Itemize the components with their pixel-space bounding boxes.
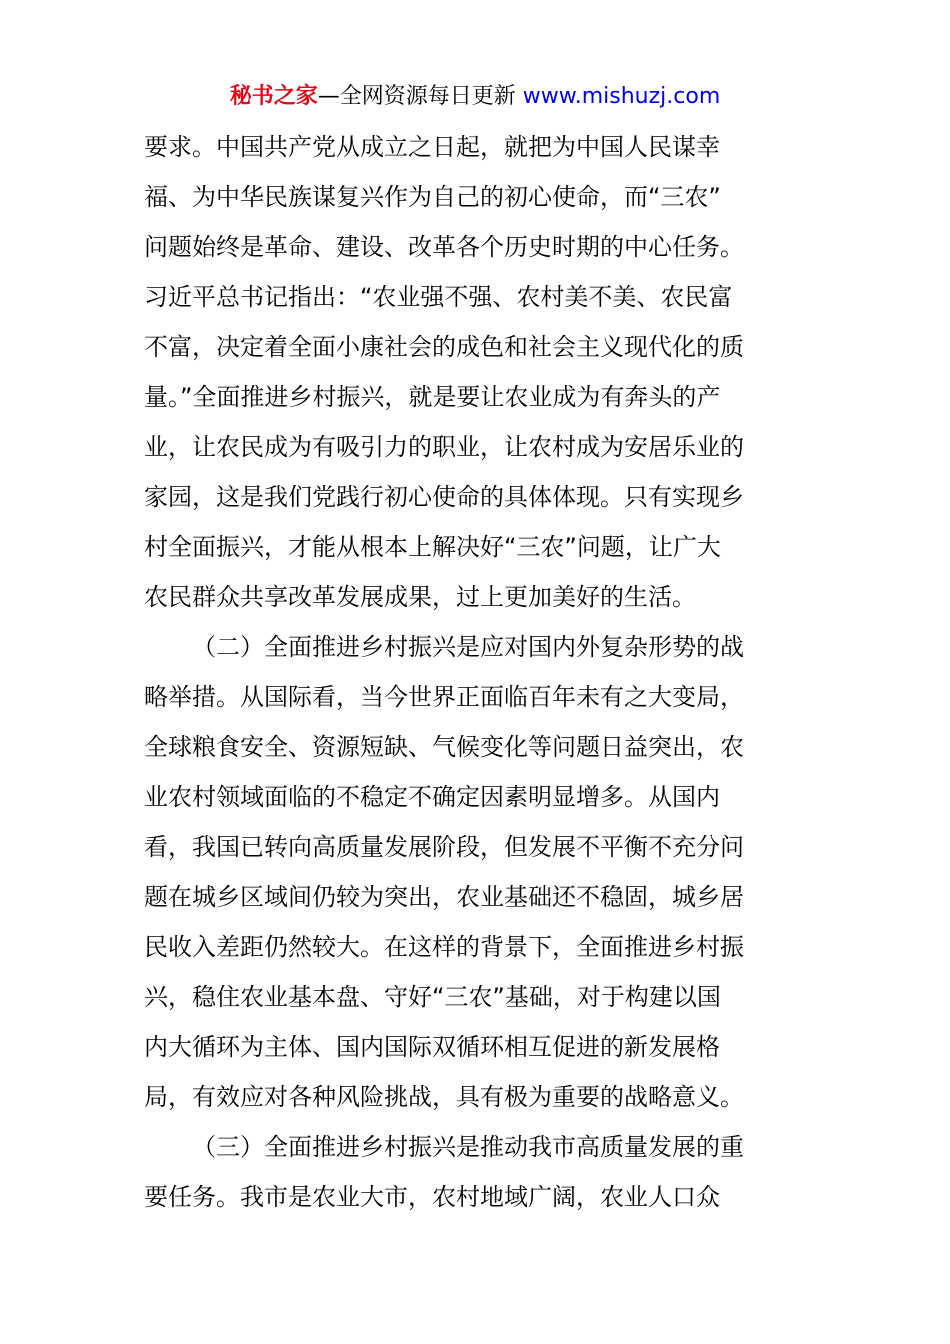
text-line: 农民群众共享改革发展成果，过上更加美好的生活。 — [144, 583, 696, 611]
text-line: 兴，稳住农业基本盘、守好“三农”基础，对于构建以国 — [144, 983, 721, 1011]
text-line: 要任务。我市是农业大市，农村地域广阔，农业人口众 — [144, 1183, 720, 1211]
text-line: 局，有效应对各种风险挑战，具有极为重要的战略意义。 — [144, 1083, 744, 1111]
site-url[interactable]: www.mishuzj.com — [522, 84, 721, 109]
text-line: 村全面振兴，才能从根本上解决好“三农”问题，让广大 — [144, 533, 721, 561]
section-heading-line: （三）全面推进乡村振兴是推动我市高质量发展的重 — [192, 1133, 744, 1161]
site-tagline: —全网资源每日更新 — [317, 84, 523, 109]
text-line: 题在城乡区域间仍较为突出，农业基础还不稳固，城乡居 — [144, 883, 744, 911]
site-brand: 秘书之家 — [229, 84, 318, 109]
text-line: 福、为中华民族谋复兴作为自己的初心使命，而“三农” — [144, 183, 721, 211]
document-body — [144, 122, 824, 1222]
text-line: 略举措。从国际看，当今世界正面临百年未有之大变局， — [144, 683, 744, 711]
text-line: 民收入差距仍然较大。在这样的背景下，全面推进乡村振 — [144, 933, 744, 961]
text-line: 习近平总书记指出：“农业强不强、农村美不美、农民富 — [144, 283, 733, 311]
page-header — [0, 80, 950, 114]
text-line: 量。”全面推进乡村振兴，就是要让农业成为有奔头的产 — [144, 383, 721, 411]
text-line: 全球粮食安全、资源短缺、气候变化等问题日益突出，农 — [144, 733, 744, 761]
text-line: 业，让农民成为有吸引力的职业，让农村成为安居乐业的 — [144, 433, 744, 461]
text-line: 业农村领域面临的不稳定不确定因素明显增多。从国内 — [144, 783, 720, 811]
text-line: 家园，这是我们党践行初心使命的具体体现。只有实现乡 — [144, 483, 744, 511]
text-line: 内大循环为主体、国内国际双循环相互促进的新发展格 — [144, 1033, 720, 1061]
text-line: 要求。中国共产党从成立之日起，就把为中国人民谋幸 — [144, 133, 720, 161]
section-heading-line: （二）全面推进乡村振兴是应对国内外复杂形势的战 — [192, 633, 744, 661]
text-line: 不富，决定着全面小康社会的成色和社会主义现代化的质 — [144, 333, 744, 361]
text-line: 问题始终是革命、建设、改革各个历史时期的中心任务。 — [144, 233, 744, 261]
text-line: 看，我国已转向高质量发展阶段，但发展不平衡不充分问 — [144, 833, 744, 861]
